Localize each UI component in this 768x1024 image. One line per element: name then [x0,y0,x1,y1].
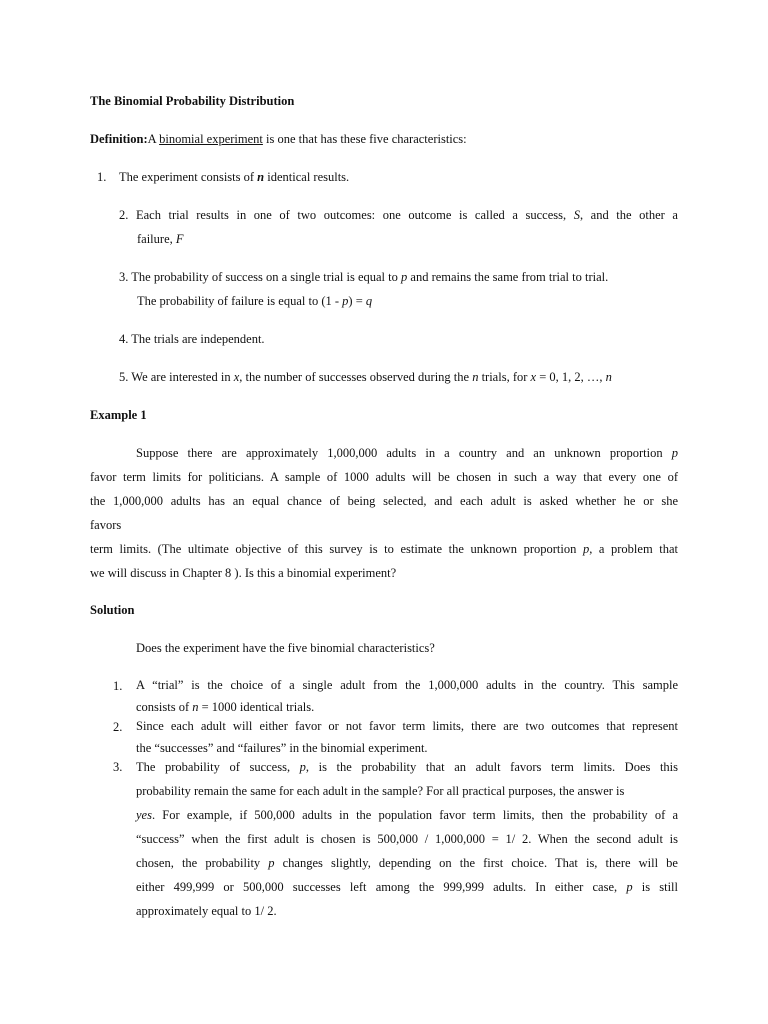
characteristic-item: The experiment consists of n identical results. [119,170,350,184]
document-title: The Binomial Probability Distribution [90,94,295,108]
solution-item-number: 2. [113,720,123,734]
example-paragraph: Suppose there are approximately 1,000,000 adults in a country and an unknown proportion p favor term limits for politicians. A sample of 1000 adults will be chosen in such a way that every one of the 1,000,000 adults has an equal chance of being selected, and each adult is asked whether he or she favors term limits. (The ultimate objective of this survey is to estimate the unknown proportion p, a problem that we will discuss in Chapter 8 ). Is this a binomial experiment? [90,446,678,580]
characteristic-item: 5. We are interested in x, the number of successes observed during the n trials, for x = 0, 1, 2, …, n [119,370,612,384]
characteristic-item: 2. Each trial results in one of two outcomes: one outcome is called a success, S, and the other a failure, F [119,208,678,246]
solution-intro: Does the experiment have the five binomial characteristics? [136,641,435,655]
characteristic-item: 3. The probability of success on a single trial is equal to p and remains the same from trial to trial. The probability of failure is equal to (1 - p) = q [119,270,609,308]
definition-line: Definition:A binomial experiment is one that has these five characteristics: [90,132,467,146]
example-heading: Example 1 [90,408,147,422]
definition-label: Definition: [90,132,148,146]
solution-item: Since each adult will either favor or not favor term limits, there are two outcomes that represent the “successes” and “failures” in the binomial experiment. [136,719,678,755]
characteristic-number: 1. [97,170,107,184]
solution-heading: Solution [90,603,135,617]
binomial-experiment-term: binomial experiment [159,132,263,146]
characteristic-item: 4. The trials are independent. [119,332,265,346]
solution-item-number: 3. [113,760,123,774]
solution-item-number: 1. [113,679,123,693]
solution-item: A “trial” is the choice of a single adult from the 1,000,000 adults in the country. This sample consists of n = 1000 identical trials. [136,678,678,714]
solution-item: The probability of success, p, is the probability that an adult favors term limits. Does this probability remain the same for each adult in the sample? For all practical purposes, the answer is yes. For example, if 500,000 adults in the population favor term limits, then the probability of a “success” when the first adult is chosen is 500,000 / 1,000,000 = 1/ 2. When the second adult is chosen, the probability p changes slightly, depending on the first choice. That is, there will be either 499,999 or 500,000 successes left among the 999,999 adults. In either case, p is still approximately equal to 1/ 2. [136,760,679,918]
